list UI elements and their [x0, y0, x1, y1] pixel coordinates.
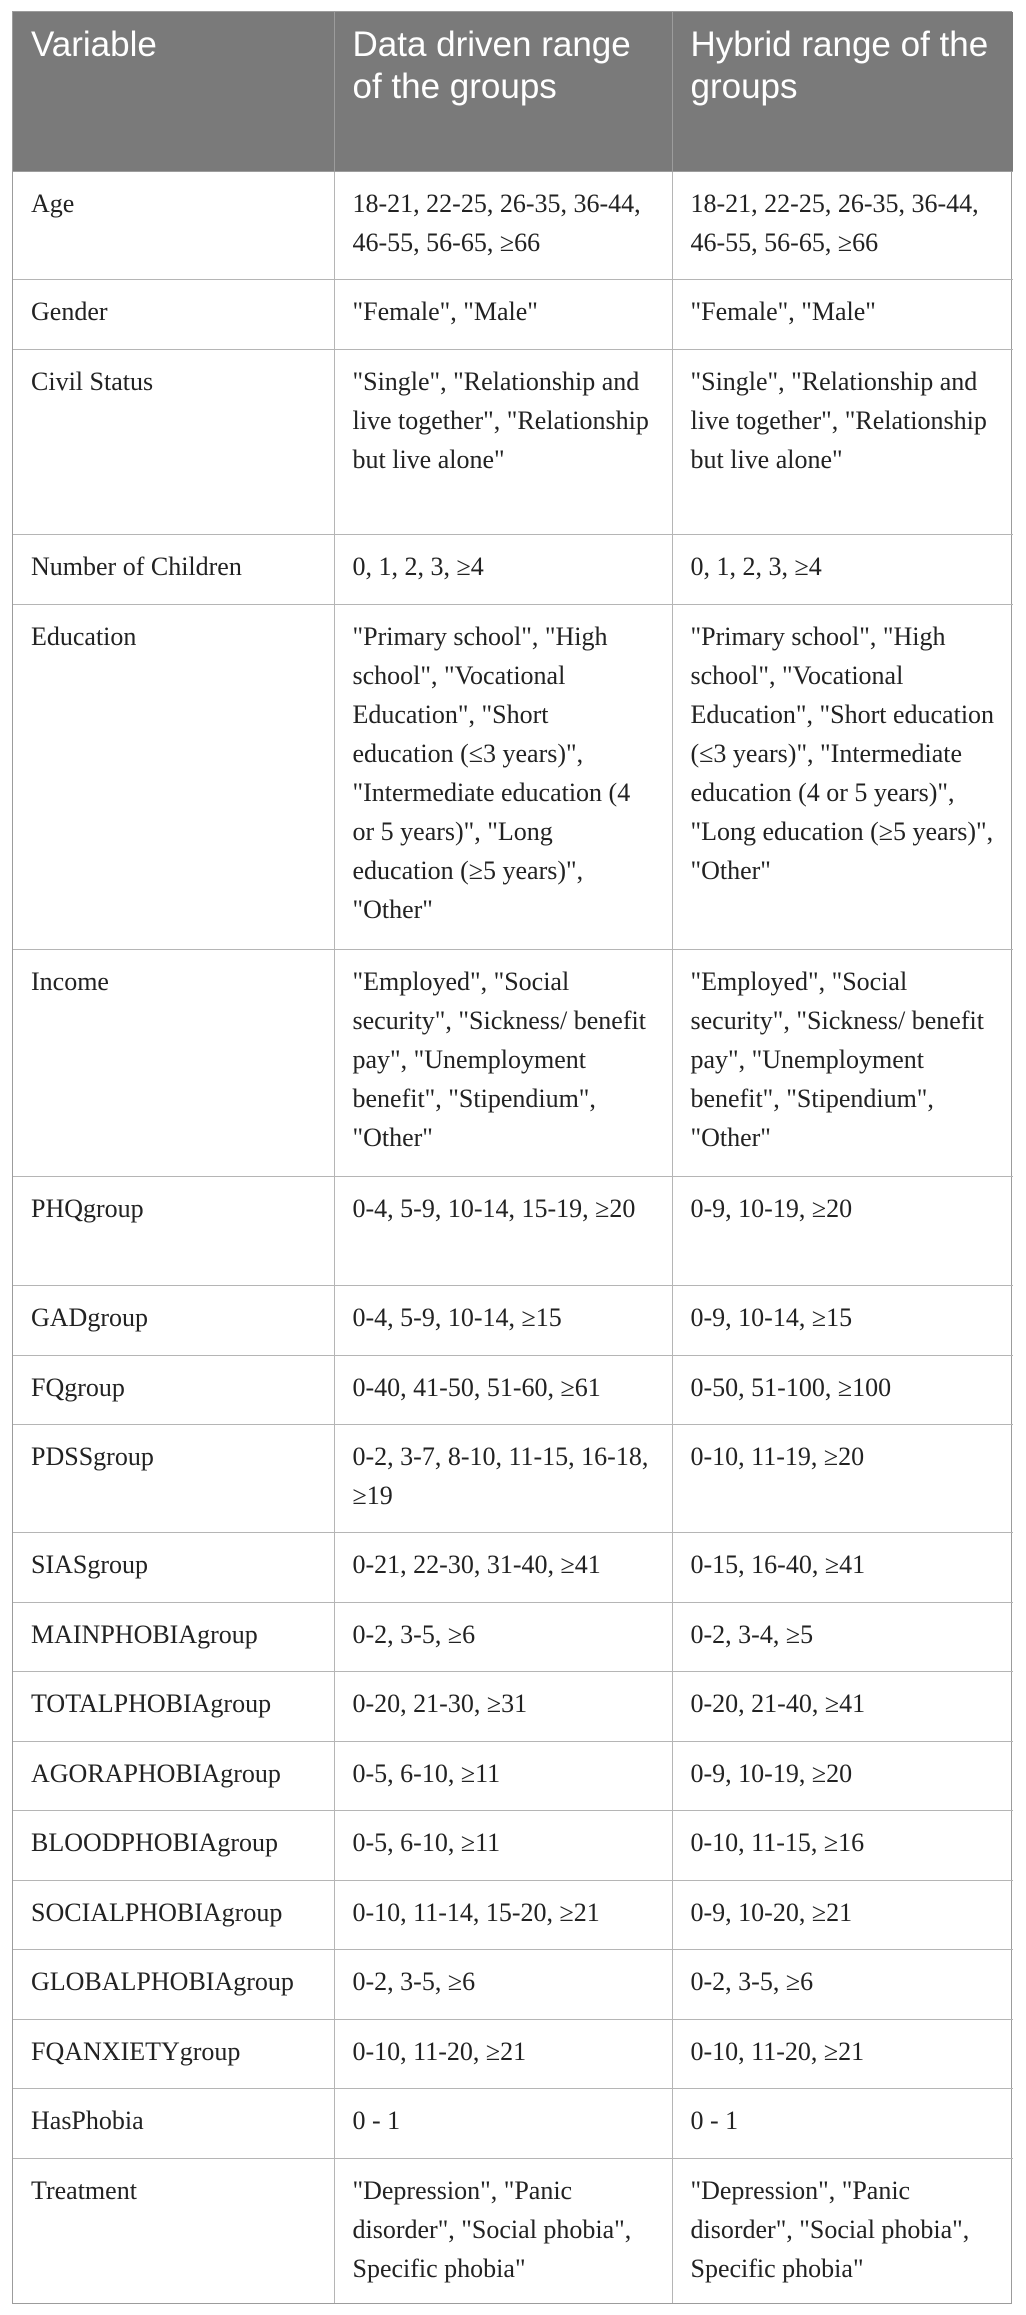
cell-data-driven: "Single", "Relationship and live together", "Relationship but live alone" — [334, 349, 672, 534]
table-row — [13, 1741, 1013, 1810]
cell-data-driven: 0-40, 41-50, 51-60, ≥61 — [334, 1355, 672, 1424]
cell-hybrid: 0-20, 21-40, ≥41 — [672, 1671, 1013, 1741]
cell-data-driven: 0-10, 11-20, ≥21 — [334, 2019, 672, 2088]
cell-data-driven: 0-5, 6-10, ≥11 — [334, 1810, 672, 1880]
cell-hybrid: 0-9, 10-19, ≥20 — [672, 1176, 1013, 1285]
table-row — [13, 604, 1013, 949]
cell-variable: SOCIALPHOBIAgroup — [13, 1880, 334, 1949]
cell-data-driven: 0, 1, 2, 3, ≥4 — [334, 534, 672, 604]
table-row — [13, 1355, 1013, 1424]
header-hybrid-range: Hybrid range of the groups — [672, 12, 1013, 171]
table-row — [13, 1424, 1013, 1532]
table-row — [13, 1880, 1013, 1949]
cell-hybrid: "Primary school", "High school", "Vocational Education", "Short education (≤3 years)", "Intermediate education (4 or 5 years)", "Long education (≥5 years)", "Other" — [672, 604, 1013, 949]
cell-hybrid: "Female", "Male" — [672, 279, 1013, 349]
header-variable: Variable — [31, 25, 157, 64]
table-row — [13, 949, 1013, 1176]
cell-variable: Number of Children — [13, 534, 334, 604]
cell-data-driven: 0-2, 3-7, 8-10, 11-15, 16-18, ≥19 — [334, 1424, 672, 1532]
cell-hybrid: "Depression", "Panic disorder", "Social phobia", Specific phobia" — [672, 2158, 1013, 2303]
table-row — [13, 1602, 1013, 1671]
table-row — [13, 1285, 1013, 1355]
cell-variable: Gender — [13, 279, 334, 349]
cell-variable: BLOODPHOBIAgroup — [13, 1810, 334, 1880]
cell-variable: FQgroup — [13, 1355, 334, 1424]
cell-variable: SIASgroup — [13, 1532, 334, 1602]
table-row — [13, 1176, 1013, 1285]
cell-data-driven: 18-21, 22-25, 26-35, 36-44, 46-55, 56-65, ≥66 — [334, 171, 672, 279]
cell-hybrid: 0-2, 3-4, ≥5 — [672, 1602, 1013, 1671]
cell-hybrid: 18-21, 22-25, 26-35, 36-44, 46-55, 56-65, ≥66 — [672, 171, 1013, 279]
table-row — [13, 2088, 1013, 2158]
header-data-driven-range: Data driven range of the groups — [334, 12, 672, 171]
cell-data-driven: "Female", "Male" — [334, 279, 672, 349]
cell-variable: Education — [13, 604, 334, 949]
group-ranges-table — [12, 11, 1012, 2304]
table-row — [13, 279, 1013, 349]
cell-hybrid: 0-9, 10-19, ≥20 — [672, 1741, 1013, 1810]
cell-data-driven: "Employed", "Social security", "Sickness/ benefit pay", "Unemployment benefit", "Stipendium", "Other" — [334, 949, 672, 1176]
table-row — [13, 1949, 1013, 2019]
cell-data-driven: 0-4, 5-9, 10-14, ≥15 — [334, 1285, 672, 1355]
cell-variable: AGORAPHOBIAgroup — [13, 1741, 334, 1810]
cell-variable: PDSSgroup — [13, 1424, 334, 1532]
table-row — [13, 534, 1013, 604]
cell-data-driven: 0 - 1 — [334, 2088, 672, 2158]
table-body — [13, 171, 1013, 2303]
cell-variable: Age — [13, 171, 334, 279]
table-row — [13, 1671, 1013, 1741]
table-row — [13, 349, 1013, 534]
table-row — [13, 1532, 1013, 1602]
cell-data-driven: 0-5, 6-10, ≥11 — [334, 1741, 672, 1810]
cell-variable: GADgroup — [13, 1285, 334, 1355]
cell-data-driven: "Primary school", "High school", "Vocational Education", "Short education (≤3 years)", "Intermediate education (4 or 5 years)", "Long education (≥5 years)", "Other" — [334, 604, 672, 949]
cell-data-driven: 0-10, 11-14, 15-20, ≥21 — [334, 1880, 672, 1949]
cell-hybrid: 0-10, 11-20, ≥21 — [672, 2019, 1013, 2088]
cell-data-driven: 0-4, 5-9, 10-14, 15-19, ≥20 — [334, 1176, 672, 1285]
table — [13, 12, 1013, 2303]
cell-hybrid: 0-2, 3-5, ≥6 — [672, 1949, 1013, 2019]
cell-hybrid: 0-10, 11-15, ≥16 — [672, 1810, 1013, 1880]
cell-hybrid: 0, 1, 2, 3, ≥4 — [672, 534, 1013, 604]
cell-variable: Income — [13, 949, 334, 1176]
cell-data-driven: 0-21, 22-30, 31-40, ≥41 — [334, 1532, 672, 1602]
cell-variable: PHQgroup — [13, 1176, 334, 1285]
cell-variable: MAINPHOBIAgroup — [13, 1602, 334, 1671]
cell-hybrid: 0-50, 51-100, ≥100 — [672, 1355, 1013, 1424]
table-row — [13, 2019, 1013, 2088]
cell-data-driven: 0-20, 21-30, ≥31 — [334, 1671, 672, 1741]
cell-hybrid: 0-10, 11-19, ≥20 — [672, 1424, 1013, 1532]
table-row — [13, 171, 1013, 279]
cell-variable: Treatment — [13, 2158, 334, 2303]
cell-hybrid: 0-9, 10-20, ≥21 — [672, 1880, 1013, 1949]
cell-variable: TOTALPHOBIAgroup — [13, 1671, 334, 1741]
cell-data-driven: "Depression", "Panic disorder", "Social phobia", Specific phobia" — [334, 2158, 672, 2303]
table-row — [13, 2158, 1013, 2303]
cell-data-driven: 0-2, 3-5, ≥6 — [334, 1949, 672, 2019]
cell-hybrid: 0-9, 10-14, ≥15 — [672, 1285, 1013, 1355]
table-row — [13, 1810, 1013, 1880]
cell-variable: Civil Status — [13, 349, 334, 534]
cell-hybrid: 0-15, 16-40, ≥41 — [672, 1532, 1013, 1602]
cell-data-driven: 0-2, 3-5, ≥6 — [334, 1602, 672, 1671]
cell-hybrid: "Employed", "Social security", "Sickness/ benefit pay", "Unemployment benefit", "Stipendium", "Other" — [672, 949, 1013, 1176]
cell-variable: FQANXIETYgroup — [13, 2019, 334, 2088]
table-header — [13, 12, 1013, 171]
header-row — [13, 12, 1013, 171]
cell-variable: HasPhobia — [13, 2088, 334, 2158]
cell-hybrid: "Single", "Relationship and live together", "Relationship but live alone" — [672, 349, 1013, 534]
cell-hybrid: 0 - 1 — [672, 2088, 1013, 2158]
cell-variable: GLOBALPHOBIAgroup — [13, 1949, 334, 2019]
